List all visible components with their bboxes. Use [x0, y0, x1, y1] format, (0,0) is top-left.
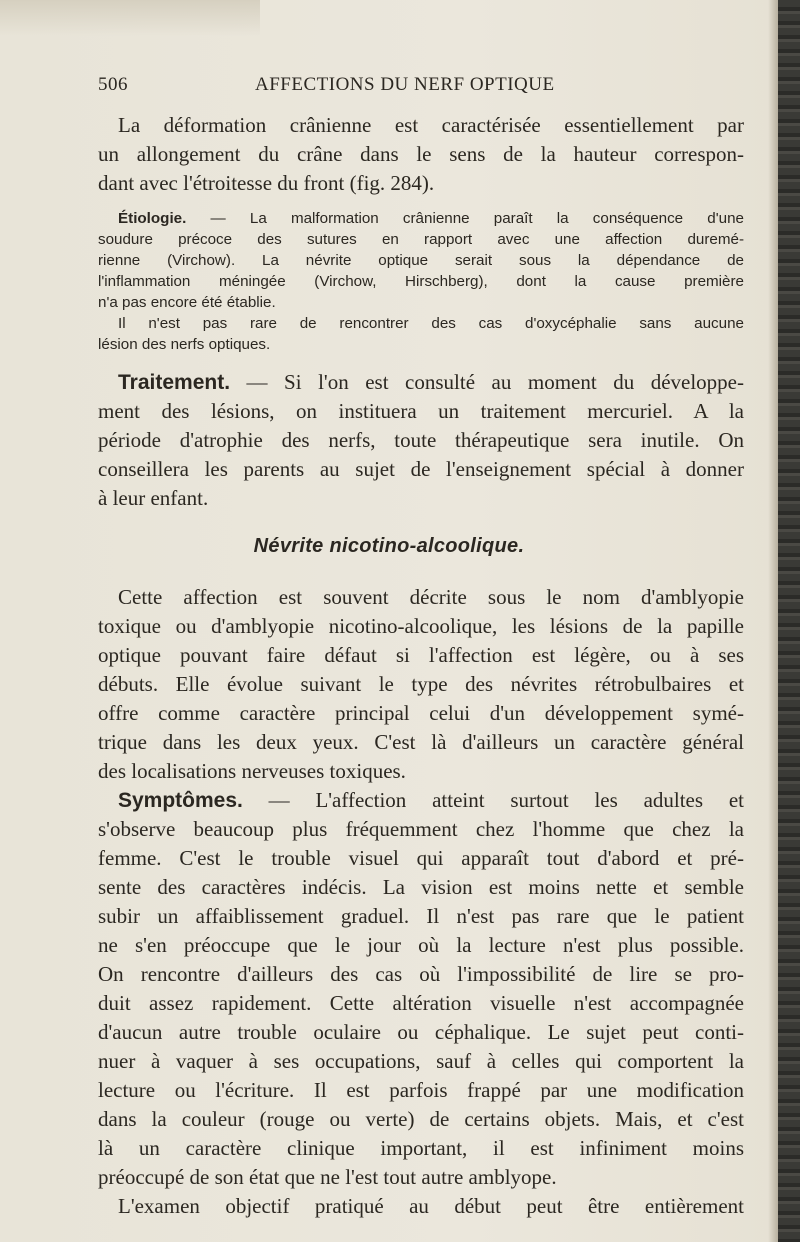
text-line: Cette affection est souvent décrite sous le nom d'amblyopie [118, 585, 744, 609]
text-line: duit assez rapidement. Cette altération visuelle n'est accompagnée [98, 991, 744, 1015]
text-line: subir un affaiblissement graduel. Il n'est pas rare que le patient [98, 904, 744, 928]
text-line: ne s'en préoccupe que le jour où la lecture n'est plus possible. [98, 933, 744, 957]
text-line: l'inflammation méningée (Virchow, Hirschberg), dont la cause première [98, 273, 744, 290]
text-line: trique dans les deux yeux. C'est là d'ailleurs un caractère général [98, 730, 744, 754]
text-line [98, 208, 744, 229]
running-head [98, 74, 738, 100]
etiologie-heading: Étiologie. [118, 210, 187, 227]
text-line: optique pouvant faire défaut si l'affection est légère, ou à ses [98, 643, 744, 667]
page-edge-shadow [0, 0, 260, 36]
text-line: un allongement du crâne dans le sens de la hauteur correspon- [98, 142, 744, 166]
text-line: d'aucun autre trouble oculaire ou céphalique. Le sujet peut conti- [98, 1020, 744, 1044]
text-line: débuts. Elle évolue suivant le type des névrites rétrobulbaires et [98, 672, 744, 696]
text-line: à leur enfant. [98, 486, 209, 510]
page-number: 506 [98, 74, 128, 95]
text-line: lésion des nerfs optiques. [98, 336, 271, 353]
text-line: rienne (Virchow). La névrite optique serait sous la dépendance de [98, 252, 744, 269]
text-line: offre comme caractère principal celui d'un développement symé- [98, 701, 744, 725]
section-paragraph [98, 583, 744, 786]
text-line [98, 786, 744, 815]
running-head-title: AFFECTIONS DU NERF OPTIQUE [255, 74, 555, 95]
text-line: des localisations nerveuses toxiques. [98, 759, 406, 783]
text-line: n'a pas encore été établie. [98, 294, 276, 311]
intro-paragraph [98, 111, 744, 198]
text-line: période d'atrophie des nerfs, toute thérapeutique sera inutile. On [98, 428, 744, 452]
text-line: là un caractère clinique important, il est infiniment moins [98, 1136, 744, 1160]
text-line: sente des caractères indécis. La vision est moins nette et semble [98, 875, 744, 899]
text-line: nuer à vaquer à ses occupations, sauf à celles qui comportent la [98, 1049, 744, 1073]
text-line: La déformation crânienne est caractérisée essentiellement par [118, 113, 744, 137]
text-line: s'observe beaucoup plus fréquemment chez l'homme que chez la [98, 817, 744, 841]
text-line: conseillera les parents au sujet de l'enseignement spécial à donner [98, 457, 744, 481]
text-line: préoccupé de son état que ne l'est tout autre amblyope. [98, 1165, 557, 1189]
section-title: Névrite nicotino-alcoolique. [253, 535, 525, 557]
etiologie-lead: — La malformation crânienne paraît la conséquence d'une [186, 210, 744, 227]
symptomes-paragraph [98, 786, 744, 1221]
text-line: Il n'est pas rare de rencontrer des cas d'oxycéphalie sans aucune [118, 315, 744, 332]
text-line: L'examen objectif pratiqué au début peut être entièrement [118, 1194, 744, 1218]
book-binding [778, 0, 800, 1242]
traitement-heading: Traitement. [118, 371, 231, 394]
text-line: dans la couleur (rouge ou verte) de certains objets. Mais, et c'est [98, 1107, 744, 1131]
etiologie-paragraph [98, 208, 744, 355]
traitement-lead: — Si l'on est consulté au moment du développe- [230, 370, 744, 394]
text-line: lecture ou l'écriture. Il est parfois frappé par une modification [98, 1078, 744, 1102]
symptomes-heading: Symptômes. [118, 789, 243, 812]
page-gutter-shadow [768, 0, 778, 1242]
text-line: dant avec l'étroitesse du front (fig. 284). [98, 171, 435, 195]
text-line: toxique ou d'amblyopie nicotino-alcoolique, les lésions de la papille [98, 614, 744, 638]
text-line: On rencontre d'ailleurs des cas où l'impossibilité de lire se pro- [98, 962, 744, 986]
traitement-paragraph [98, 368, 744, 513]
text-line: soudure précoce des sutures en rapport avec une affection duremé- [98, 231, 744, 248]
text-line: femme. C'est le trouble visuel qui apparaît tout d'abord et pré- [98, 846, 744, 870]
symptomes-lead: — L'affection atteint surtout les adultes et [242, 788, 744, 812]
text-line [98, 368, 744, 397]
text-line: ment des lésions, on instituera un traitement mercuriel. A la [98, 399, 744, 423]
